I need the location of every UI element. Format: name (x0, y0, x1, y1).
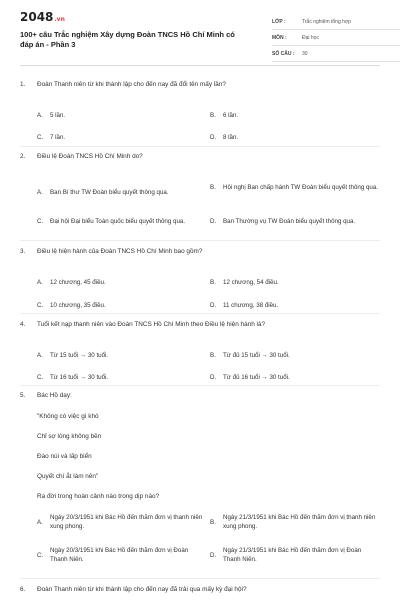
question-number: 6. (20, 586, 26, 593)
option-a[interactable] (37, 351, 207, 360)
question-stem: Điều lệ Đoàn TNCS Hồ Chí Minh do? (37, 153, 143, 160)
option-letter: C. (37, 374, 44, 381)
question-stem: Tuổi kết nạp thanh niên vào Đoàn TNCS Hồ Chí Minh theo Điều lệ hiện hành là? (37, 321, 266, 328)
option-d[interactable] (210, 301, 380, 310)
question-4 (20, 320, 380, 381)
question-number: 2. (20, 153, 26, 160)
option-text: Từ 16 tuổi → 30 tuổi. (50, 374, 109, 381)
option-letter: A. (37, 112, 43, 119)
option-text: Đại hội Đại biểu Toàn quốc biểu quyết thông qua. (50, 218, 186, 225)
question-5 (20, 391, 380, 563)
question-divider (20, 385, 380, 386)
logo-text: 2048 (20, 10, 54, 24)
option-letter: D. (210, 374, 217, 381)
option-b[interactable] (210, 111, 380, 120)
option-d[interactable] (210, 133, 380, 142)
option-letter: A. (37, 279, 43, 286)
option-d[interactable] (210, 373, 380, 382)
meta-row-subject (272, 30, 400, 46)
poem-line-1: "Không có việc gì khó (37, 413, 99, 420)
question-text (20, 152, 380, 161)
option-letter: C. (37, 218, 44, 225)
question-divider (20, 240, 380, 241)
question-text (20, 320, 380, 329)
question-stem: Đoàn Thanh niên từ khi thành lập cho đến nay đã đổi tên mấy lần? (37, 81, 226, 88)
option-c[interactable] (37, 301, 207, 310)
option-letter: D. (210, 218, 217, 225)
option-b[interactable] (210, 513, 380, 531)
meta-label: LỚP : (272, 18, 286, 25)
question-6 (20, 585, 380, 594)
question-divider (20, 313, 380, 314)
option-letter: B. (210, 518, 216, 526)
option-text: Hội nghị Ban chấp hành TW Đoàn biểu quyết thông qua. (223, 184, 379, 191)
poem-line-3: Đào núi và lấp biển (37, 453, 92, 460)
site-logo[interactable] (20, 10, 65, 24)
meta-value: 30 (302, 50, 308, 57)
option-letter: D. (210, 134, 217, 141)
option-text: 12 chương, 45 điều. (50, 279, 106, 286)
option-letter: D. (210, 302, 217, 309)
option-d[interactable] (210, 546, 380, 564)
option-letter: B. (210, 184, 216, 191)
question-divider (20, 578, 380, 579)
option-letter: B. (210, 279, 216, 286)
option-a[interactable] (37, 111, 207, 120)
option-text: 10 chương, 35 điều. (50, 302, 106, 309)
question-text (20, 585, 380, 594)
option-b[interactable] (210, 351, 380, 360)
question-stem: Bác Hồ dạy: (37, 392, 72, 399)
question-3 (20, 247, 380, 309)
meta-value: Trắc nghiệm tổng hợp (302, 18, 351, 25)
option-letter: A. (37, 352, 43, 359)
option-text: Từ đủ 15 tuổi → 30 tuổi. (223, 352, 290, 359)
question-text (20, 247, 380, 256)
question-stem: Đoàn Thanh niên từ khi thành lập cho đến nay đã trải qua mấy kỳ đại hội? (37, 586, 247, 593)
poem-line-2: Chỉ sợ lòng không bền (37, 433, 102, 440)
option-c[interactable] (37, 217, 207, 226)
logo-tld: .vn (54, 16, 65, 23)
option-c[interactable] (37, 373, 207, 382)
meta-row-class (272, 14, 400, 30)
document-meta (272, 14, 400, 62)
option-letter: A. (37, 189, 43, 196)
option-letter: B. (210, 352, 216, 359)
option-text: Từ 15 tuổi → 30 tuổi. (50, 352, 109, 359)
document-header (20, 0, 380, 66)
question-text (20, 391, 380, 400)
poem-line-4: Quyết chí ắt làm nên" (37, 473, 99, 480)
question-followup: Ra đời trong hoàn cảnh nào trong dịp nào? (37, 493, 160, 500)
option-d[interactable] (210, 217, 380, 226)
question-number: 5. (20, 392, 26, 399)
option-letter: A. (37, 518, 43, 526)
meta-value: Đại học (302, 34, 319, 41)
question-divider (20, 146, 380, 147)
option-text: Từ đủ 16 tuổi → 30 tuổi. (223, 374, 290, 381)
option-text: Ngày 20/3/1951 khi Bác Hồ đến thăm đơn vị Đoàn Thanh Niên. (50, 547, 189, 563)
question-number: 3. (20, 248, 26, 255)
document-title: 100+ câu Trắc nghiệm Xây dựng Đoàn TNCS Hồ Chí Minh có đáp án - Phần 3 (20, 30, 235, 49)
option-letter: C. (37, 134, 44, 141)
option-text: Ngày 21/3/1951 khi Bác Hồ đến thăm đơn vị thanh niên xung phong. (223, 514, 376, 530)
meta-label: SỐ CÂU : (272, 50, 295, 57)
option-c[interactable] (37, 546, 207, 564)
question-number: 1. (20, 81, 26, 88)
question-stem: Điều lệ hiện hành của Đoàn TNCS Hồ Chí Minh bao gồm? (37, 248, 203, 255)
option-c[interactable] (37, 133, 207, 142)
meta-label: MÔN : (272, 34, 287, 41)
option-letter: B. (210, 112, 216, 119)
option-text: Ban Thường vụ TW Đoàn biểu quyết thông qua. (223, 218, 356, 225)
option-letter: C. (37, 302, 44, 309)
option-b[interactable] (210, 278, 380, 287)
question-number: 4. (20, 321, 26, 328)
option-text: Ban Bí thư TW Đoàn biểu quyết thông qua. (50, 189, 169, 196)
question-1 (20, 80, 380, 141)
option-text: Ngày 21/3/1951 khi Bác Hồ đến thăm đơn vị Đoàn Thanh Niên. (223, 547, 362, 563)
option-a[interactable] (37, 278, 207, 287)
option-letter: D. (210, 551, 217, 559)
option-text: 7 lần. (50, 134, 66, 141)
question-text (20, 80, 380, 89)
option-text: Ngày 20/3/1951 khi Bác Hồ đến thăm đơn vị thanh niên xung phong. (50, 514, 203, 530)
option-text: 6 lần. (223, 112, 239, 119)
option-text: 11 chương, 38 điều. (223, 302, 279, 309)
option-a[interactable] (37, 188, 207, 197)
option-b[interactable] (210, 183, 380, 192)
meta-row-count (272, 46, 400, 62)
option-letter: C. (37, 551, 44, 559)
option-text: 12 chương, 54 điều. (223, 279, 279, 286)
option-text: 5 lần. (50, 112, 66, 119)
question-2 (20, 152, 380, 225)
option-text: 8 lần. (223, 134, 239, 141)
option-a[interactable] (37, 513, 207, 531)
